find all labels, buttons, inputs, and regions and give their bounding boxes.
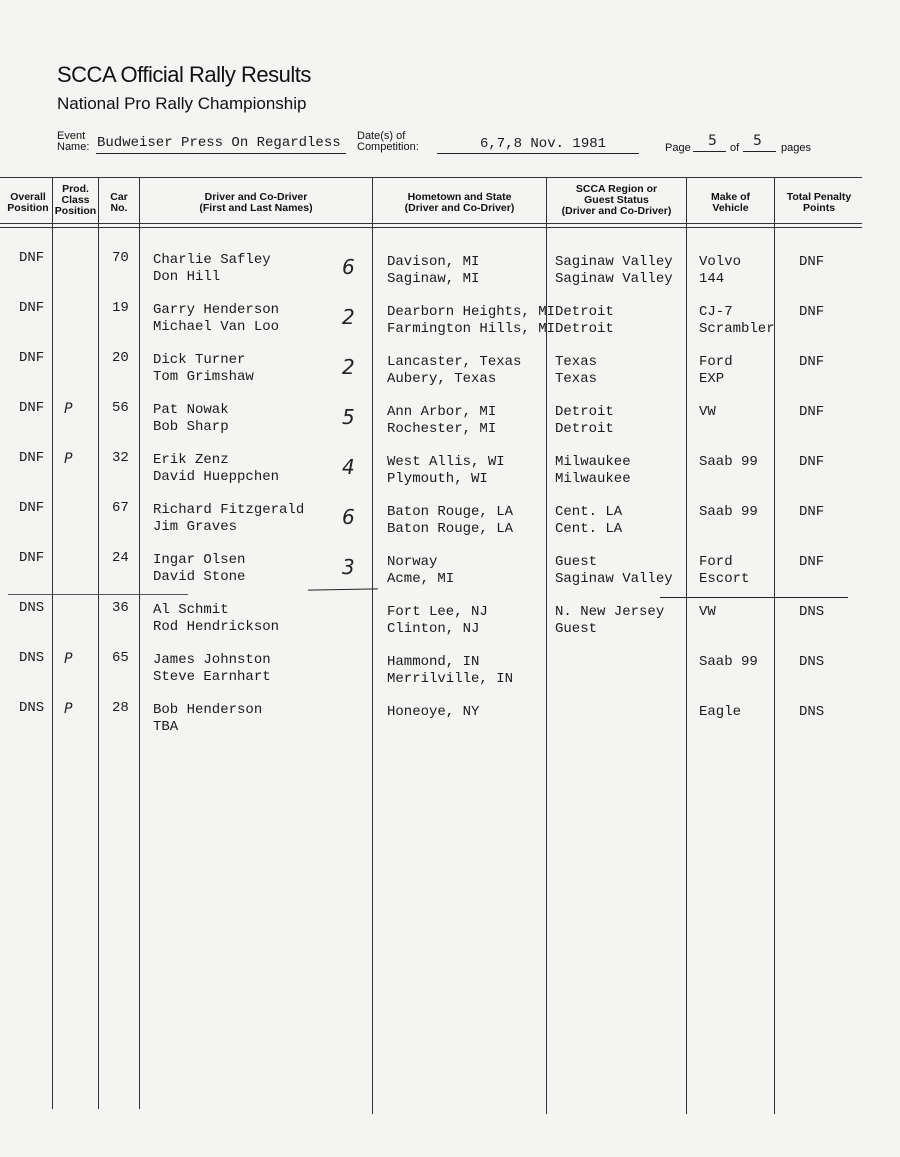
col-header-text: (Driver and Co-Driver) bbox=[561, 205, 672, 217]
overall-position: DNF bbox=[19, 400, 45, 416]
overall-position: DNF bbox=[19, 450, 45, 466]
codriver-region: Cent. LA bbox=[555, 521, 623, 537]
col-header-text: Prod. bbox=[62, 183, 89, 195]
codriver-hometown: Clinton, NJ bbox=[387, 621, 480, 637]
col-header-prod bbox=[53, 184, 98, 217]
col-header-text: Driver and Co-Driver bbox=[204, 191, 308, 203]
driver-name: Ingar Olsen bbox=[153, 552, 246, 568]
driver-hometown: West Allis, WI bbox=[387, 454, 505, 470]
dnf-dns-separator-left bbox=[8, 594, 188, 595]
codriver-hometown: Farmington Hills, MI bbox=[387, 321, 556, 337]
codriver-name: Tom Grimshaw bbox=[153, 369, 254, 385]
col-divider-6 bbox=[686, 177, 687, 1114]
vehicle-make: Saab 99 bbox=[699, 504, 758, 520]
codriver-region: Texas bbox=[555, 371, 598, 387]
vehicle-model: Scrambler bbox=[699, 321, 775, 337]
driver-hometown: Hammond, IN bbox=[387, 654, 480, 670]
codriver-hometown: Saginaw, MI bbox=[387, 271, 480, 287]
car-number: 24 bbox=[112, 550, 129, 566]
codriver-hometown: Baton Rouge, LA bbox=[387, 521, 514, 537]
car-number: 32 bbox=[112, 450, 129, 466]
col-header-driver bbox=[140, 192, 372, 214]
car-number: 70 bbox=[112, 250, 129, 266]
prod-class-mark: P bbox=[64, 451, 73, 467]
codriver-name: Don Hill bbox=[153, 269, 221, 285]
driver-hometown: Baton Rouge, LA bbox=[387, 504, 514, 520]
col-header-text: Hometown and State bbox=[407, 191, 512, 203]
overall-position: DNF bbox=[19, 500, 45, 516]
prod-class-mark: P bbox=[64, 401, 73, 417]
vehicle-model: Escort bbox=[699, 571, 750, 587]
event-label-line2: Name: bbox=[57, 141, 90, 153]
codriver-region: Detroit bbox=[555, 421, 614, 437]
prod-class-mark: P bbox=[64, 651, 73, 667]
pages-label: pages bbox=[781, 142, 811, 154]
driver-name: Dick Turner bbox=[153, 352, 246, 368]
penalty-points: DNS bbox=[799, 704, 825, 720]
driver-hometown: Honeoye, NY bbox=[387, 704, 480, 720]
penalty-points: DNF bbox=[799, 304, 825, 320]
codriver-name: TBA bbox=[153, 719, 179, 735]
dates-underline bbox=[437, 153, 639, 154]
dnf-dns-separator-right bbox=[660, 597, 848, 598]
driver-region: Milwaukee bbox=[555, 454, 631, 470]
overall-position: DNF bbox=[19, 250, 45, 266]
driver-region: Cent. LA bbox=[555, 504, 623, 520]
col-header-text: Class bbox=[61, 194, 90, 206]
driver-region: Detroit bbox=[555, 304, 614, 320]
col-header-text: Guest Status bbox=[584, 194, 649, 206]
col-header-text: Points bbox=[802, 202, 836, 214]
car-number: 67 bbox=[112, 500, 129, 516]
table-header-rule-2 bbox=[0, 227, 862, 228]
handwritten-class-mark: 4 bbox=[342, 455, 355, 479]
page-title: SCCA Official Rally Results bbox=[57, 62, 311, 87]
car-number: 20 bbox=[112, 350, 129, 366]
driver-name: Bob Henderson bbox=[153, 702, 263, 718]
codriver-region: Detroit bbox=[555, 321, 614, 337]
codriver-name: David Hueppchen bbox=[153, 469, 280, 485]
col-header-text: (First and Last Names) bbox=[199, 202, 313, 214]
vehicle-make: Volvo bbox=[699, 254, 742, 270]
dates-value: 6,7,8 Nov. 1981 bbox=[480, 136, 607, 152]
codriver-name: Rod Hendrickson bbox=[153, 619, 280, 635]
codriver-hometown: Merrilville, IN bbox=[387, 671, 514, 687]
handwritten-class-mark: 6 bbox=[342, 255, 355, 279]
penalty-points: DNS bbox=[799, 654, 825, 670]
col-header-text: Overall bbox=[10, 191, 46, 203]
col-header-text: No. bbox=[110, 202, 128, 214]
handwritten-class-mark: 6 bbox=[342, 505, 355, 529]
overall-position: DNF bbox=[19, 300, 45, 316]
col-header-text: SCCA Region or bbox=[575, 183, 658, 195]
driver-name: James Johnston bbox=[153, 652, 271, 668]
col-header-text: (Driver and Co-Driver) bbox=[404, 202, 515, 214]
event-name-value: Budweiser Press On Regardless bbox=[97, 135, 341, 151]
vehicle-make: Ford bbox=[699, 554, 733, 570]
col-divider-4 bbox=[372, 177, 373, 1114]
page-number-underline bbox=[693, 151, 726, 152]
codriver-region: Guest bbox=[555, 621, 598, 637]
handwritten-class-mark: 3 bbox=[342, 555, 355, 579]
page-total: 5 bbox=[753, 133, 762, 149]
col-header-penalty bbox=[775, 192, 863, 214]
col-header-car bbox=[99, 192, 139, 214]
codriver-name: Steve Earnhart bbox=[153, 669, 271, 685]
col-divider-2 bbox=[98, 177, 99, 1109]
dates-label-line1: Date(s) of bbox=[357, 130, 406, 142]
penalty-points: DNS bbox=[799, 604, 825, 620]
penalty-points: DNF bbox=[799, 454, 825, 470]
page-subtitle: National Pro Rally Championship bbox=[57, 94, 307, 113]
handwritten-class-mark: 2 bbox=[342, 305, 355, 329]
overall-position: DNF bbox=[19, 350, 45, 366]
car-number: 36 bbox=[112, 600, 129, 616]
prod-class-mark: P bbox=[64, 701, 73, 717]
penalty-points: DNF bbox=[799, 254, 825, 270]
page-label: Page bbox=[665, 142, 691, 154]
page-total-underline bbox=[743, 151, 776, 152]
overall-position: DNS bbox=[19, 650, 45, 666]
vehicle-model: EXP bbox=[699, 371, 725, 387]
codriver-hometown: Aubery, Texas bbox=[387, 371, 497, 387]
event-label-line1: Event bbox=[57, 130, 86, 142]
of-label: of bbox=[730, 142, 740, 154]
handwritten-class-mark: 2 bbox=[342, 355, 355, 379]
driver-hometown: Norway bbox=[387, 554, 438, 570]
penalty-points: DNF bbox=[799, 554, 825, 570]
codriver-hometown: Rochester, MI bbox=[387, 421, 497, 437]
col-header-text: Position bbox=[54, 205, 97, 217]
overall-position: DNS bbox=[19, 600, 45, 616]
vehicle-make: VW bbox=[699, 404, 716, 420]
vehicle-make: Saab 99 bbox=[699, 454, 758, 470]
driver-name: Garry Henderson bbox=[153, 302, 280, 318]
col-header-text: Total Penalty bbox=[786, 191, 852, 203]
codriver-hometown: Acme, MI bbox=[387, 571, 455, 587]
driver-region: N. New Jersey bbox=[555, 604, 665, 620]
col-header-text: Vehicle bbox=[712, 202, 749, 214]
car-number: 28 bbox=[112, 700, 129, 716]
codriver-name: Bob Sharp bbox=[153, 419, 229, 435]
codriver-name: David Stone bbox=[153, 569, 246, 585]
vehicle-make: CJ-7 bbox=[699, 304, 733, 320]
event-name-underline bbox=[96, 153, 346, 154]
vehicle-make: Eagle bbox=[699, 704, 742, 720]
dnf-dns-separator-mid bbox=[308, 588, 378, 590]
driver-name: Erik Zenz bbox=[153, 452, 229, 468]
overall-position: DNS bbox=[19, 700, 45, 716]
vehicle-make: Ford bbox=[699, 354, 733, 370]
car-number: 19 bbox=[112, 300, 129, 316]
vehicle-make: VW bbox=[699, 604, 716, 620]
col-header-overall bbox=[4, 192, 52, 214]
handwritten-class-mark: 5 bbox=[342, 405, 355, 429]
col-header-hometown bbox=[373, 192, 546, 214]
col-divider-1 bbox=[52, 177, 53, 1109]
col-header-text: Make of bbox=[710, 191, 751, 203]
driver-region: Saginaw Valley bbox=[555, 254, 673, 270]
driver-hometown: Lancaster, Texas bbox=[387, 354, 522, 370]
driver-name: Richard Fitzgerald bbox=[153, 502, 305, 518]
codriver-name: Michael Van Loo bbox=[153, 319, 280, 335]
col-divider-7 bbox=[774, 177, 775, 1114]
vehicle-make: Saab 99 bbox=[699, 654, 758, 670]
driver-name: Charlie Safley bbox=[153, 252, 271, 268]
driver-region: Detroit bbox=[555, 404, 614, 420]
car-number: 65 bbox=[112, 650, 129, 666]
driver-hometown: Davison, MI bbox=[387, 254, 480, 270]
codriver-region: Saginaw Valley bbox=[555, 571, 673, 587]
table-header-rule-1 bbox=[0, 223, 862, 224]
driver-region: Guest bbox=[555, 554, 598, 570]
car-number: 56 bbox=[112, 400, 129, 416]
driver-hometown: Ann Arbor, MI bbox=[387, 404, 497, 420]
codriver-region: Milwaukee bbox=[555, 471, 631, 487]
penalty-points: DNF bbox=[799, 504, 825, 520]
driver-name: Al Schmit bbox=[153, 602, 229, 618]
codriver-name: Jim Graves bbox=[153, 519, 238, 535]
driver-name: Pat Nowak bbox=[153, 402, 229, 418]
col-divider-3 bbox=[139, 177, 140, 1109]
col-header-text: Position bbox=[7, 202, 49, 214]
overall-position: DNF bbox=[19, 550, 45, 566]
vehicle-model: 144 bbox=[699, 271, 725, 287]
page-number: 5 bbox=[708, 133, 717, 149]
codriver-hometown: Plymouth, WI bbox=[387, 471, 488, 487]
col-header-make bbox=[687, 192, 774, 214]
table-top-rule bbox=[0, 177, 862, 178]
penalty-points: DNF bbox=[799, 354, 825, 370]
driver-hometown: Fort Lee, NJ bbox=[387, 604, 488, 620]
col-header-region bbox=[547, 184, 686, 217]
driver-region: Texas bbox=[555, 354, 598, 370]
penalty-points: DNF bbox=[799, 404, 825, 420]
driver-hometown: Dearborn Heights, MI bbox=[387, 304, 556, 320]
codriver-region: Saginaw Valley bbox=[555, 271, 673, 287]
col-header-text: Car bbox=[110, 191, 128, 203]
dates-label-line2: Competition: bbox=[357, 141, 419, 153]
